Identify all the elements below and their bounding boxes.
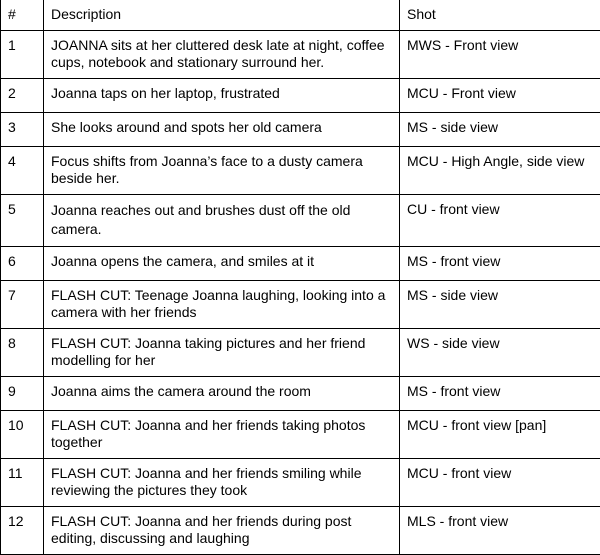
shot-number: 6 (1, 247, 44, 281)
shot-description: Joanna reaches out and brushes dust off the old camera. (44, 195, 400, 247)
table-row (1, 79, 600, 113)
shot-type: MLS - front view (400, 507, 600, 555)
shot-description: JOANNA sits at her cluttered desk late at night, coffee cups, notebook and stationary surround her. (44, 31, 400, 79)
shot-number: 8 (1, 329, 44, 377)
shot-number: 2 (1, 79, 44, 113)
table-row (1, 377, 600, 411)
shot-number: 4 (1, 147, 44, 195)
shot-type: MS - side view (400, 281, 600, 329)
shot-description: Joanna opens the camera, and smiles at it (44, 247, 400, 281)
shot-type: MS - front view (400, 247, 600, 281)
shot-description: FLASH CUT: Teenage Joanna laughing, looking into a camera with her friends (44, 281, 400, 329)
table-row (1, 459, 600, 507)
shot-description: FLASH CUT: Joanna taking pictures and her friend modelling for her (44, 329, 400, 377)
shot-number: 5 (1, 195, 44, 247)
table-header-row (1, 0, 600, 31)
shot-type: MCU - front view [pan] (400, 411, 600, 459)
header-number: # (1, 0, 44, 31)
shot-type: MWS - Front view (400, 31, 600, 79)
shot-description: Joanna taps on her laptop, frustrated (44, 79, 400, 113)
shot-type: MCU - High Angle, side view (400, 147, 600, 195)
shot-number: 10 (1, 411, 44, 459)
shot-description: She looks around and spots her old camera (44, 113, 400, 147)
shot-number: 1 (1, 31, 44, 79)
table-row (1, 31, 600, 79)
shot-description: Joanna aims the camera around the room (44, 377, 400, 411)
table-row (1, 195, 600, 247)
header-shot: Shot (400, 0, 600, 31)
shot-number: 12 (1, 507, 44, 555)
shot-type: WS - side view (400, 329, 600, 377)
shot-number: 11 (1, 459, 44, 507)
table-row (1, 329, 600, 377)
shot-description: FLASH CUT: Joanna and her friends taking photos together (44, 411, 400, 459)
table-row (1, 411, 600, 459)
shot-number: 7 (1, 281, 44, 329)
shot-type: MCU - Front view (400, 79, 600, 113)
header-description: Description (44, 0, 400, 31)
shot-type: MS - front view (400, 377, 600, 411)
shot-type: MCU - front view (400, 459, 600, 507)
shot-description: FLASH CUT: Joanna and her friends during post editing, discussing and laughing (44, 507, 400, 555)
table-row (1, 507, 600, 555)
shot-number: 9 (1, 377, 44, 411)
shot-description: Focus shifts from Joanna’s face to a dusty camera beside her. (44, 147, 400, 195)
table-row (1, 247, 600, 281)
table-row (1, 281, 600, 329)
table-row (1, 147, 600, 195)
table-row (1, 113, 600, 147)
shot-description: FLASH CUT: Joanna and her friends smiling while reviewing the pictures they took (44, 459, 400, 507)
shot-number: 3 (1, 113, 44, 147)
shot-type: CU - front view (400, 195, 600, 247)
shot-type: MS - side view (400, 113, 600, 147)
